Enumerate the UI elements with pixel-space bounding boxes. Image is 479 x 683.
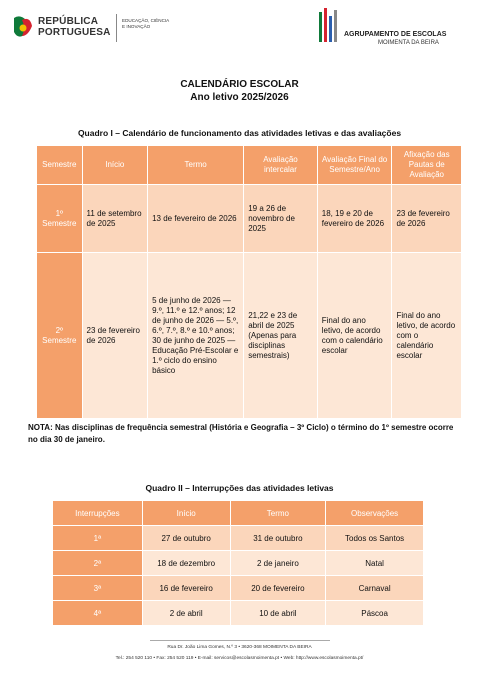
interruption-row bbox=[53, 576, 424, 601]
row2-inicio: 23 de fevereiro de 2026 bbox=[82, 253, 148, 419]
row1-inicio: 11 de setembro de 2025 bbox=[82, 185, 148, 253]
row1-intercalar: 19 a 26 de novembro de 2025 bbox=[244, 185, 318, 253]
interruption-termo: 20 de fevereiro bbox=[230, 576, 326, 601]
footer-contacts: Tel.: 254 520 110 • Fax: 254 520 119 • E-mail: servicos@escolasmoimenta.pt • Web: http://www.escolasmoimenta.pt/ bbox=[115, 656, 364, 661]
republic-emblem-icon bbox=[12, 14, 34, 42]
footer-address: Rua Dr. João Lima Gomes, N.º 3 • 3620-368 MOIMENTA DA BEIRA bbox=[167, 645, 312, 650]
calendar-header-row bbox=[37, 146, 462, 185]
interruption-obs: Natal bbox=[326, 551, 424, 576]
footer-divider bbox=[150, 640, 330, 641]
interruption-obs: Carnaval bbox=[326, 576, 424, 601]
republic-line2: PORTUGUESA bbox=[38, 27, 111, 38]
republica-portuguesa-logo bbox=[12, 10, 130, 48]
header-intercalar: Avaliação intercalar bbox=[244, 146, 318, 185]
interruption-number: 1ª bbox=[53, 526, 143, 551]
interruption-inicio: 2 de abril bbox=[142, 601, 230, 626]
header-inicio2: Início bbox=[142, 501, 230, 526]
republic-text bbox=[38, 16, 111, 38]
row1-termo: 13 de fevereiro de 2026 bbox=[148, 185, 244, 253]
interruption-row bbox=[53, 526, 424, 551]
interruption-inicio: 27 de outubro bbox=[142, 526, 230, 551]
row2-intercalar: 21,22 e 23 de abril de 2025 (Apenas para disciplinas semestrais) bbox=[244, 253, 318, 419]
document-subtitle: Ano letivo 2025/2026 bbox=[190, 92, 289, 103]
nota-text: NOTA: Nas disciplinas de frequência semestral (História e Geografia – 3º Ciclo) o término do 1º semestre ocorre no dia 30 de janeiro. bbox=[28, 423, 454, 444]
quadro2-caption: Quadro II – Interrupções das atividades letivas bbox=[145, 483, 334, 493]
header-divider bbox=[116, 14, 117, 42]
republic-line1: REPÚBLICA bbox=[38, 16, 99, 27]
document-title: CALENDÁRIO ESCOLAR bbox=[180, 79, 299, 90]
school-bars-icon bbox=[318, 6, 340, 44]
header-inicio: Início bbox=[82, 146, 148, 185]
quadro1-caption: Quadro I – Calendário de funcionamento das atividades letivas e das avaliações bbox=[77, 128, 402, 138]
calendar-row-2 bbox=[37, 253, 462, 419]
interruption-number: 4ª bbox=[53, 601, 143, 626]
interruption-number: 3ª bbox=[53, 576, 143, 601]
interruption-termo: 10 de abril bbox=[230, 601, 326, 626]
header-observacoes: Observações bbox=[326, 501, 424, 526]
calendar-table bbox=[36, 145, 462, 419]
row1-semestre: 1º Semestre bbox=[37, 185, 83, 253]
interruption-termo: 31 de outubro bbox=[230, 526, 326, 551]
school-name-line1: AGRUPAMENTO DE ESCOLAS bbox=[344, 31, 447, 38]
header-afixacao: Afixação das Pautas de Avaliação bbox=[392, 146, 462, 185]
interruption-inicio: 18 de dezembro bbox=[142, 551, 230, 576]
interruption-obs: Páscoa bbox=[326, 601, 424, 626]
interruption-obs: Todos os Santos bbox=[326, 526, 424, 551]
row2-final: Final do ano letivo, de acordo com o calendário escolar bbox=[317, 253, 392, 419]
header-final: Avaliação Final do Semestre/Ano bbox=[317, 146, 392, 185]
header-interrupcoes: Interrupções bbox=[53, 501, 143, 526]
row1-final: 18, 19 e 20 de fevereiro de 2026 bbox=[317, 185, 392, 253]
row2-semestre: 2º Semestre bbox=[37, 253, 83, 419]
ministry-line1: EDUCAÇÃO, CIÊNCIA bbox=[122, 18, 170, 23]
ministry-line2: E INOVAÇÃO bbox=[122, 24, 151, 29]
row1-afixacao: 23 de fevereiro de 2026 bbox=[392, 185, 462, 253]
interruption-termo: 2 de janeiro bbox=[230, 551, 326, 576]
ministry-text bbox=[122, 18, 169, 30]
header-semestre: Semestre bbox=[37, 146, 83, 185]
row2-termo: 5 de junho de 2026 — 9.º, 11.º e 12.º anos; 12 de junho de 2026 — 5.º, 6.º, 7.º, 8.º e 10.º anos; 30 de junho de 2025 — Educação Pré-Escolar e 1.º ciclo do ensino básico bbox=[148, 253, 244, 419]
row2-afixacao: Final do ano letivo, de acordo com o calendário escolar bbox=[392, 253, 462, 419]
agrupamento-logo bbox=[318, 6, 468, 46]
school-name-line2: MOIMENTA DA BEIRA bbox=[378, 40, 439, 46]
interruptions-table bbox=[52, 500, 424, 626]
header-termo: Termo bbox=[148, 146, 244, 185]
interruption-row bbox=[53, 601, 424, 626]
calendar-row-1 bbox=[37, 185, 462, 253]
interruption-row bbox=[53, 551, 424, 576]
interruption-inicio: 16 de fevereiro bbox=[142, 576, 230, 601]
header-termo2: Termo bbox=[230, 501, 326, 526]
interruption-number: 2ª bbox=[53, 551, 143, 576]
interruptions-header-row bbox=[53, 501, 424, 526]
